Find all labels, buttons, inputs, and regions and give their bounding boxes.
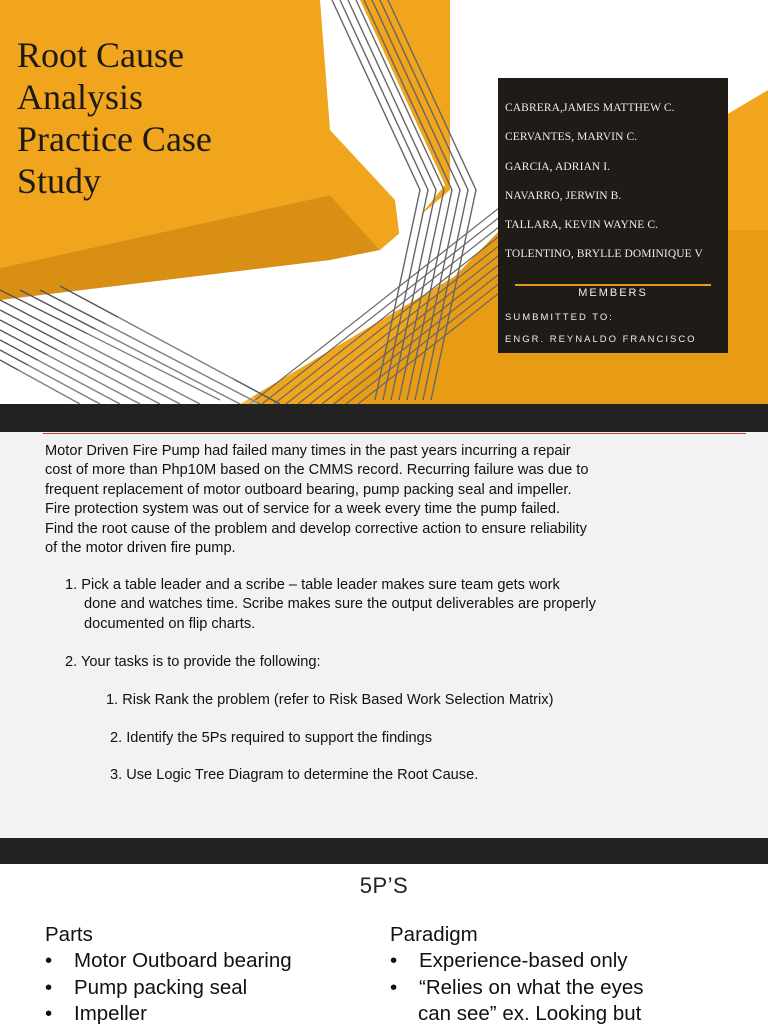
list-item: • “Relies on what the eyes bbox=[390, 975, 643, 1002]
intro-line: cost of more than Php10M based on the CMMS record. Recurring failure was due to bbox=[45, 462, 589, 479]
intro-line: frequent replacement of motor outboard bearing, pump packing seal and impeller. bbox=[45, 481, 572, 498]
intro-line: Motor Driven Fire Pump had failed many times in the past years incurring a repair bbox=[45, 443, 571, 459]
list-item: • Motor Outboard bearing bbox=[45, 948, 292, 975]
paradigm-column bbox=[390, 922, 643, 1024]
member-name: TOLENTINO, BRYLLE DOMINIQUE V bbox=[505, 248, 703, 260]
title-line-3: Practice Case bbox=[17, 119, 212, 159]
member-name: TALLARA, KEVIN WAYNE C. bbox=[505, 219, 659, 231]
parts-list bbox=[45, 948, 292, 1024]
task-item-1-line: documented on flip charts. bbox=[84, 615, 256, 632]
task-item-1-line: 1. Pick a table leader and a scribe – table leader makes sure team gets work bbox=[65, 577, 560, 593]
header-rule bbox=[43, 433, 746, 434]
list-item: • Experience-based only bbox=[390, 948, 643, 975]
member-name: CERVANTES, MARVIN C. bbox=[505, 131, 638, 143]
member-name: NAVARRO, JERWIN B. bbox=[505, 190, 622, 202]
task-item-2: 2. Your tasks is to provide the following: bbox=[65, 654, 321, 670]
subtask-1: 1. Risk Rank the problem (refer to Risk Based Work Selection Matrix) bbox=[106, 692, 554, 708]
case-description bbox=[45, 442, 745, 558]
five-ps-slide bbox=[0, 864, 768, 1024]
parts-heading: Parts bbox=[45, 923, 93, 946]
submitted-to-name: ENGR. REYNALDO FRANCISCO bbox=[505, 334, 697, 345]
case-slide bbox=[0, 432, 768, 838]
members-panel bbox=[498, 78, 728, 353]
subtask-3: 3. Use Logic Tree Diagram to determine the Root Cause. bbox=[110, 767, 479, 783]
white-wedge bbox=[0, 300, 260, 404]
intro-line: of the motor driven fire pump. bbox=[45, 540, 236, 557]
title-line-1: Root Cause bbox=[17, 35, 184, 75]
members-label: MEMBERS bbox=[578, 287, 648, 299]
task-item-1-line: done and watches time. Scribe makes sure the output deliverables are properly bbox=[84, 596, 596, 613]
submitted-to-label: SUMBMITTED TO: bbox=[505, 312, 614, 323]
task-item-1 bbox=[65, 576, 596, 634]
slide-separator bbox=[0, 404, 768, 432]
members-divider bbox=[515, 284, 711, 286]
subtask-2: 2. Identify the 5Ps required to support the findings bbox=[110, 730, 433, 746]
list-item: • Impeller bbox=[45, 1001, 292, 1024]
five-ps-title: 5P’S bbox=[359, 873, 409, 898]
title-slide bbox=[0, 0, 768, 404]
parts-column bbox=[45, 922, 292, 1024]
member-name: CABRERA,JAMES MATTHEW C. bbox=[505, 102, 675, 114]
paradigm-continuation: can see” ex. Looking but bbox=[418, 1002, 642, 1024]
intro-line: Fire protection system was out of service for a week every time the pump failed. bbox=[45, 501, 561, 518]
slide-separator bbox=[0, 838, 768, 864]
paradigm-heading: Paradigm bbox=[390, 923, 478, 946]
member-name: GARCIA, ADRIAN I. bbox=[505, 161, 611, 173]
slide-title bbox=[17, 34, 317, 202]
list-item: • Pump packing seal bbox=[45, 975, 292, 1002]
intro-line: Find the root cause of the problem and develop corrective action to ensure reliability bbox=[45, 520, 587, 537]
title-line-2: Analysis bbox=[17, 77, 143, 117]
paradigm-list bbox=[390, 948, 643, 1001]
title-line-4: Study bbox=[17, 161, 102, 201]
